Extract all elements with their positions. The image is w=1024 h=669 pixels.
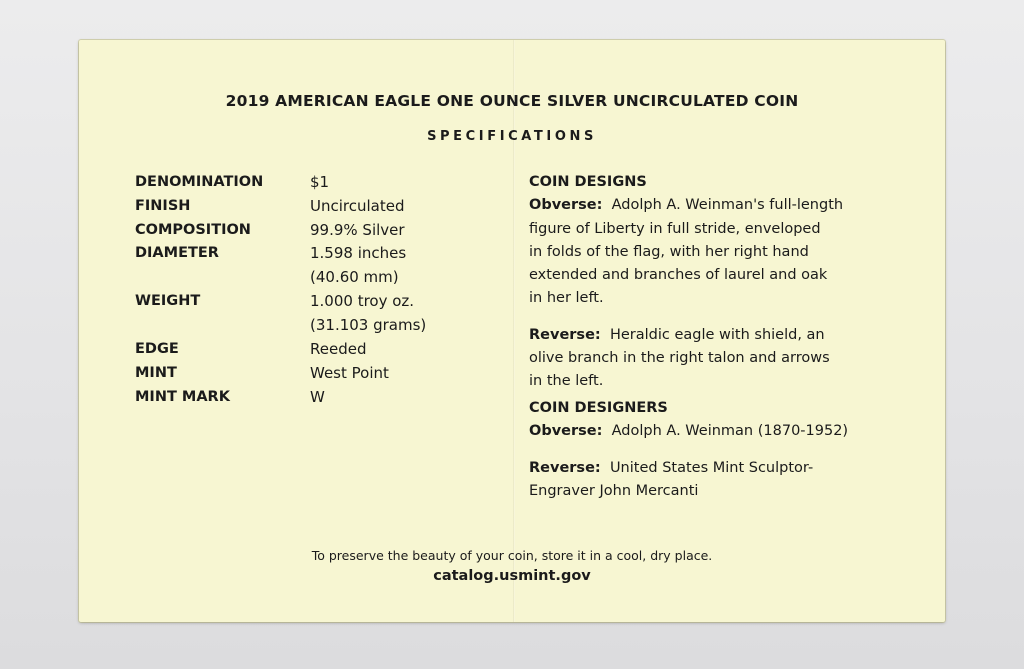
spec-label: EDGE — [135, 341, 179, 357]
spec-value: Reeded — [310, 340, 367, 358]
reverse-line: olive branch in the right talon and arrows — [529, 350, 830, 367]
spec-label: MINT — [135, 365, 177, 381]
spec-label: DENOMINATION — [135, 174, 264, 190]
reverse-label: Reverse — [529, 326, 595, 343]
spec-label: COMPOSITION — [135, 222, 251, 238]
coin-designs-heading: COIN DESIGNS — [529, 174, 647, 190]
designer-obverse-text: Adolph A. Weinman (1870-1952) — [611, 423, 849, 440]
designer-reverse: Reverse: United States Mint Sculptor- Engraver John Mercanti — [529, 459, 814, 499]
obverse-label: Obverse — [529, 197, 597, 214]
card-subtitle: SPECIFICATIONS — [427, 129, 597, 144]
obverse-line: Adolph A. Weinman's full-length — [611, 197, 844, 214]
card-title: 2019 AMERICAN EAGLE ONE OUNCE SILVER UNCIRCULATED COIN — [225, 92, 799, 110]
reverse-line: Heraldic eagle with shield, an — [609, 326, 825, 343]
reverse-description: Reverse: Heraldic eagle with shield, an olive branch in the right talon and arrows in the left. — [529, 326, 830, 390]
spec-value-secondary: (31.103 grams) — [310, 316, 427, 334]
obverse-line: in her left. — [529, 290, 604, 307]
spec-value: $1 — [310, 173, 330, 191]
spec-label: DIAMETER — [135, 245, 219, 261]
spec-value: Uncirculated — [310, 197, 405, 215]
care-note: To preserve the beauty of your coin, store it in a cool, dry place. — [311, 548, 713, 563]
designer-reverse-label: Reverse — [529, 459, 595, 476]
obverse-line: figure of Liberty in full stride, enveloped — [529, 220, 821, 237]
spec-label: WEIGHT — [135, 293, 201, 309]
obverse-description: Obverse: Adolph A. Weinman's full-length figure of Liberty in full stride, enveloped in folds of the flag, with her right hand extended and branches of laurel and oak in her left. — [529, 197, 844, 307]
spec-label: FINISH — [135, 198, 191, 214]
spec-value-secondary: (40.60 mm) — [310, 268, 399, 286]
spec-value: W — [310, 388, 325, 406]
coin-designers-section — [529, 397, 899, 503]
spec-value: 99.9% Silver — [310, 221, 405, 239]
spec-value: 1.000 troy oz. — [310, 292, 415, 310]
designer-obverse-label: Obverse — [529, 423, 597, 440]
spec-label: MINT MARK — [135, 389, 230, 405]
specification-card — [79, 40, 945, 622]
reverse-line: in the left. — [529, 373, 604, 390]
card-fold-line — [513, 40, 515, 622]
coin-designers-heading: COIN DESIGNERS — [529, 400, 668, 416]
designer-reverse-line: Engraver John Mercanti — [529, 482, 699, 499]
spec-value: West Point — [310, 364, 389, 382]
spec-value: 1.598 inches — [310, 244, 407, 262]
obverse-line: in folds of the flag, with her right hand — [529, 243, 809, 260]
obverse-line: extended and branches of laurel and oak — [529, 267, 828, 284]
catalog-url: catalog.usmint.gov — [433, 568, 591, 584]
coin-designs-section — [529, 171, 899, 394]
designer-reverse-line: United States Mint Sculptor- — [609, 459, 814, 476]
designer-obverse: Obverse: Adolph A. Weinman (1870-1952) — [529, 423, 849, 440]
